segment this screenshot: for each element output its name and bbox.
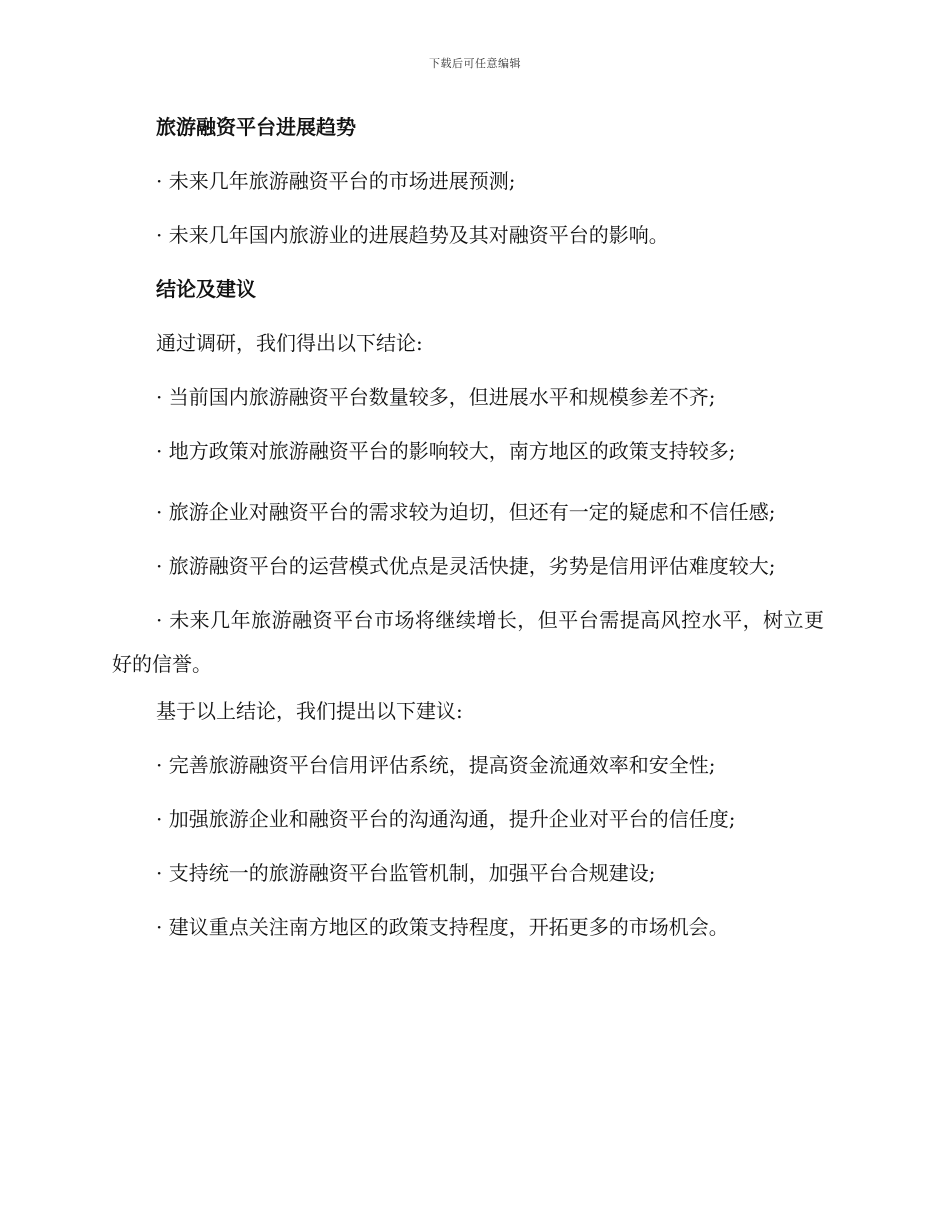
trend-item: · 未来几年国内旅游业的进展趋势及其对融资平台的影响。 xyxy=(156,223,669,247)
conclusion-item: · 旅游企业对融资平台的需求较为迫切，但还有一定的疑虑和不信任感; xyxy=(156,500,776,524)
conclusion-item: · 当前国内旅游融资平台数量较多，但进展水平和规模参差不齐; xyxy=(156,385,716,409)
suggestion-item: · 加强旅游企业和融资平台的沟通沟通，提升企业对平台的信任度; xyxy=(156,807,736,831)
conclusion-intro: 通过调研，我们得出以下结论: xyxy=(156,331,423,355)
document-body xyxy=(112,112,824,966)
header-note: 下载后可任意编辑 xyxy=(429,57,521,70)
trend-item: · 未来几年旅游融资平台的市场进展预测; xyxy=(156,169,516,193)
suggestion-item: · 建议重点关注南方地区的政策支持程度，开拓更多的市场机会。 xyxy=(156,915,729,939)
conclusion-item: · 地方政策对旅游融资平台的影响较大，南方地区的政策支持较多; xyxy=(156,439,736,463)
suggestion-item: · 支持统一的旅游融资平台监管机制，加强平台合规建设; xyxy=(156,861,656,885)
conclusion-item: · 旅游融资平台的运营模式优点是灵活快捷，劣势是信用评估难度较大; xyxy=(156,554,776,578)
section-heading-trend: 旅游融资平台进展趋势 xyxy=(156,115,356,139)
suggestion-intro: 基于以上结论，我们提出以下建议: xyxy=(156,699,463,723)
suggestion-item: · 完善旅游融资平台信用评估系统，提高资金流通效率和安全性; xyxy=(156,753,716,777)
conclusion-item: · 未来几年旅游融资平台市场将继续增长，但平台需提高风控水平，树立更好的信誉。 xyxy=(112,608,824,676)
section-heading-conclusion: 结论及建议 xyxy=(156,277,256,301)
